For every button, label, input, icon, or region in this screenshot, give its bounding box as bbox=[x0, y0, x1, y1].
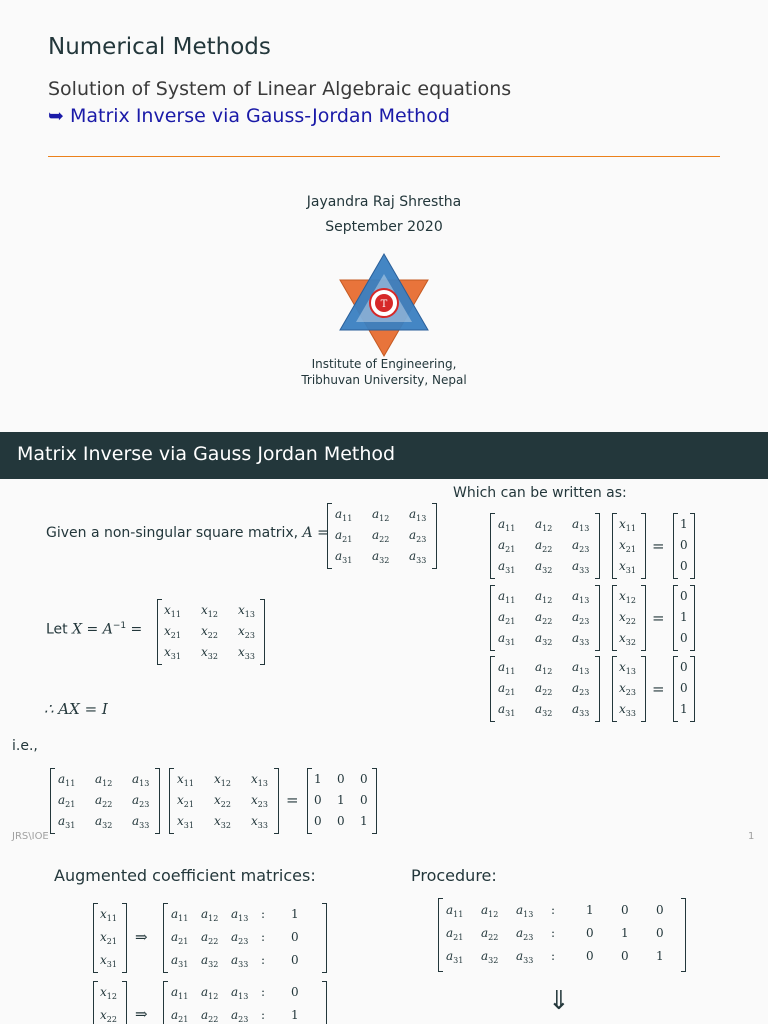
presentation-subtitle: Solution of System of Linear Algebraic equations bbox=[48, 78, 512, 100]
augmented-matrix-cell: $a_{22}$ bbox=[201, 930, 219, 946]
augmented-matrix-cell: 0 bbox=[291, 985, 299, 999]
procedure-matrix-cell: : bbox=[551, 903, 556, 917]
equals-sign: = bbox=[286, 791, 299, 809]
augmented-matrix-cell: $a_{22}$ bbox=[201, 1008, 219, 1024]
column-equation-3-a bbox=[490, 656, 600, 722]
let-text bbox=[46, 621, 142, 638]
column-equation-a-cell: $a_{31}$ bbox=[498, 702, 516, 718]
augmented-matrix-cell: $a_{12}$ bbox=[201, 985, 219, 1001]
augmented-x-cell: $x_{31}$ bbox=[100, 953, 117, 969]
augmented-matrix-cell: $a_{12}$ bbox=[201, 907, 219, 923]
augmented-2-matrix bbox=[163, 981, 327, 1024]
procedure-matrix-cell: $a_{12}$ bbox=[481, 903, 499, 919]
augmented-matrix-cell: : bbox=[261, 1008, 266, 1022]
matrix-a-cell: $a_{21}$ bbox=[335, 528, 353, 544]
column-equation-a-cell: $a_{31}$ bbox=[498, 631, 516, 647]
procedure-matrix-cell: $a_{21}$ bbox=[446, 926, 464, 942]
column-equation-2-e bbox=[673, 585, 695, 651]
augmented-1-matrix bbox=[163, 903, 327, 973]
product-matrix-a-cell: $a_{22}$ bbox=[95, 793, 113, 809]
tribhuvan-university-logo bbox=[338, 252, 430, 358]
augmented-matrix-cell: 1 bbox=[291, 907, 299, 921]
augmented-2-x-vector bbox=[93, 981, 127, 1024]
column-equation-e-cell: 0 bbox=[680, 660, 688, 674]
augmented-x-cell: $x_{21}$ bbox=[100, 930, 117, 946]
presentation-date: September 2020 bbox=[325, 219, 443, 235]
column-equation-e-cell: 1 bbox=[680, 610, 688, 624]
product-matrix-a-cell: $a_{33}$ bbox=[132, 814, 150, 830]
column-equation-x-cell: $x_{21}$ bbox=[619, 538, 636, 554]
column-equation-x-cell: $x_{31}$ bbox=[619, 559, 636, 575]
matrix-a-cell: $a_{22}$ bbox=[372, 528, 390, 544]
procedure-matrix-cell: 0 bbox=[656, 926, 664, 940]
product-matrix-a bbox=[50, 768, 160, 834]
product-matrix-x-cell: $x_{23}$ bbox=[251, 793, 268, 809]
augmented-matrix-cell: : bbox=[261, 953, 266, 967]
matrix-x-cell: $x_{21}$ bbox=[164, 624, 181, 640]
augmented-matrix-cell: $a_{13}$ bbox=[231, 907, 249, 923]
presentation-title: Numerical Methods bbox=[48, 34, 271, 60]
column-equation-a-cell: $a_{32}$ bbox=[535, 559, 553, 575]
product-matrix-a-cell: $a_{12}$ bbox=[95, 772, 113, 788]
column-equation-a-cell: $a_{23}$ bbox=[572, 610, 590, 626]
column-equation-a-cell: $a_{33}$ bbox=[572, 631, 590, 647]
procedure-matrix-cell: $a_{13}$ bbox=[516, 903, 534, 919]
let-label: Let bbox=[46, 621, 68, 638]
written-as-text: Which can be written as: bbox=[453, 485, 627, 501]
procedure-matrix-cell: $a_{32}$ bbox=[481, 949, 499, 965]
identity-matrix-cell: 0 bbox=[337, 772, 345, 786]
column-equation-a-cell: $a_{13}$ bbox=[572, 517, 590, 533]
matrix-a-cell: $a_{33}$ bbox=[409, 549, 427, 565]
column-equation-a-cell: $a_{23}$ bbox=[572, 681, 590, 697]
procedure-matrix-cell: 0 bbox=[586, 949, 594, 963]
product-matrix-x-cell: $x_{11}$ bbox=[177, 772, 194, 788]
product-matrix-x-cell: $x_{21}$ bbox=[177, 793, 194, 809]
augmented-2-implies: ⇒ bbox=[135, 1005, 148, 1023]
column-equation-1-e bbox=[673, 513, 695, 579]
column-equation-a-cell: $a_{32}$ bbox=[535, 702, 553, 718]
column-equation-a-cell: $a_{33}$ bbox=[572, 559, 590, 575]
column-equation-1-x bbox=[612, 513, 646, 579]
procedure-matrix-cell: 0 bbox=[621, 903, 629, 917]
augmented-matrix-cell: $a_{31}$ bbox=[171, 953, 189, 969]
let-sup: −1 bbox=[112, 621, 127, 631]
augmented-matrix-cell: 1 bbox=[291, 1008, 299, 1022]
augmented-matrix-cell: $a_{23}$ bbox=[231, 1008, 249, 1024]
author-name: Jayandra Raj Shrestha bbox=[306, 194, 462, 210]
matrix-x-cell: $x_{31}$ bbox=[164, 645, 181, 661]
column-equation-a-cell: $a_{22}$ bbox=[535, 538, 553, 554]
column-equation-x-cell: $x_{12}$ bbox=[619, 589, 636, 605]
identity-matrix-cell: 1 bbox=[314, 772, 322, 786]
matrix-a-cell: $a_{32}$ bbox=[372, 549, 390, 565]
augmented-matrix-cell: $a_{21}$ bbox=[171, 1008, 189, 1024]
product-matrix-x-cell: $x_{12}$ bbox=[214, 772, 231, 788]
augmented-matrix-cell: $a_{21}$ bbox=[171, 930, 189, 946]
matrix-a-cell: $a_{11}$ bbox=[335, 507, 353, 523]
column-equation-a-cell: $a_{12}$ bbox=[535, 517, 553, 533]
column-equation-e-cell: 0 bbox=[680, 559, 688, 573]
column-equation-x-cell: $x_{22}$ bbox=[619, 610, 636, 626]
identity-matrix-cell: 0 bbox=[314, 793, 322, 807]
down-arrow: ⇓ bbox=[548, 986, 570, 1016]
matrix-a-cell: $a_{31}$ bbox=[335, 549, 353, 565]
column-equation-1-equals: = bbox=[652, 537, 665, 555]
column-equation-3-x bbox=[612, 656, 646, 722]
matrix-x-cell: $x_{33}$ bbox=[238, 645, 255, 661]
identity-matrix-cell: 0 bbox=[360, 793, 368, 807]
column-equation-a-cell: $a_{23}$ bbox=[572, 538, 590, 554]
presentation-subsubtitle: ➥ Matrix Inverse via Gauss-Jordan Method bbox=[48, 105, 450, 127]
identity-matrix-cell: 0 bbox=[360, 772, 368, 786]
column-equation-a-cell: $a_{33}$ bbox=[572, 702, 590, 718]
column-equation-x-cell: $x_{13}$ bbox=[619, 660, 636, 676]
procedure-matrix-cell: $a_{11}$ bbox=[446, 903, 464, 919]
given-lhs: A = bbox=[302, 525, 329, 541]
augmented-matrix-cell: $a_{23}$ bbox=[231, 930, 249, 946]
augmented-x-cell: $x_{12}$ bbox=[100, 985, 117, 1001]
column-equation-3-equals: = bbox=[652, 680, 665, 698]
column-equation-x-cell: $x_{33}$ bbox=[619, 702, 636, 718]
product-matrix-x-cell: $x_{13}$ bbox=[251, 772, 268, 788]
column-equation-a-cell: $a_{32}$ bbox=[535, 631, 553, 647]
matrix-x-cell: $x_{23}$ bbox=[238, 624, 255, 640]
procedure-matrix-cell: $a_{33}$ bbox=[516, 949, 534, 965]
frame-title: Matrix Inverse via Gauss Jordan Method bbox=[17, 443, 396, 465]
column-equation-a-cell: $a_{21}$ bbox=[498, 610, 516, 626]
matrix-x-cell: $x_{22}$ bbox=[201, 624, 218, 640]
therefore-equation: ∴ AX = I bbox=[44, 700, 108, 718]
augmented-matrix-cell: $a_{11}$ bbox=[171, 907, 189, 923]
procedure-matrix-cell: : bbox=[551, 949, 556, 963]
column-equation-a-cell: $a_{12}$ bbox=[535, 589, 553, 605]
procedure-matrix-cell: $a_{22}$ bbox=[481, 926, 499, 942]
product-matrix-x-cell: $x_{31}$ bbox=[177, 814, 194, 830]
let-eq: X = A bbox=[72, 621, 113, 638]
column-equation-x-cell: $x_{11}$ bbox=[619, 517, 636, 533]
augmented-label: Augmented coefficient matrices: bbox=[54, 866, 316, 885]
column-equation-a-cell: $a_{11}$ bbox=[498, 660, 516, 676]
svg-text:T: T bbox=[380, 299, 388, 310]
column-equation-3-e bbox=[673, 656, 695, 722]
augmented-matrix-cell: $a_{32}$ bbox=[201, 953, 219, 969]
augmented-matrix-cell: : bbox=[261, 907, 266, 921]
column-equation-a-cell: $a_{21}$ bbox=[498, 681, 516, 697]
matrix-x-cell: $x_{11}$ bbox=[164, 603, 181, 619]
column-equation-a-cell: $a_{31}$ bbox=[498, 559, 516, 575]
product-matrix-a-cell: $a_{11}$ bbox=[58, 772, 76, 788]
let-tail: = bbox=[126, 621, 143, 638]
procedure-matrix-cell: 0 bbox=[621, 949, 629, 963]
column-equation-e-cell: 0 bbox=[680, 589, 688, 603]
augmented-x-cell: $x_{11}$ bbox=[100, 907, 117, 923]
matrix-a-cell: $a_{23}$ bbox=[409, 528, 427, 544]
augmented-x-cell: $x_{22}$ bbox=[100, 1008, 117, 1024]
given-label: Given a non-singular square matrix, bbox=[46, 525, 299, 541]
column-equation-e-cell: 0 bbox=[680, 631, 688, 645]
matrix-a-cell: $a_{12}$ bbox=[372, 507, 390, 523]
column-equation-2-x bbox=[612, 585, 646, 651]
column-equation-1-a bbox=[490, 513, 600, 579]
procedure-matrix-cell: 0 bbox=[586, 926, 594, 940]
procedure-matrix-cell: 1 bbox=[586, 903, 594, 917]
ie-text: i.e., bbox=[12, 738, 38, 754]
identity-matrix-cell: 0 bbox=[337, 814, 345, 828]
column-equation-a-cell: $a_{21}$ bbox=[498, 538, 516, 554]
product-matrix-a-cell: $a_{31}$ bbox=[58, 814, 76, 830]
augmented-1-x-vector bbox=[93, 903, 127, 973]
augmented-1-implies: ⇒ bbox=[135, 928, 148, 946]
matrix-x bbox=[157, 599, 265, 665]
product-matrix-x-cell: $x_{22}$ bbox=[214, 793, 231, 809]
column-equation-e-cell: 0 bbox=[680, 681, 688, 695]
product-matrix-x bbox=[169, 768, 279, 834]
matrix-x-cell: $x_{13}$ bbox=[238, 603, 255, 619]
product-matrix-x-cell: $x_{33}$ bbox=[251, 814, 268, 830]
column-equation-a-cell: $a_{22}$ bbox=[535, 681, 553, 697]
column-equation-e-cell: 1 bbox=[680, 702, 688, 716]
column-equation-a-cell: $a_{13}$ bbox=[572, 660, 590, 676]
product-matrix-a-cell: $a_{21}$ bbox=[58, 793, 76, 809]
footer-left: JRS\IOE bbox=[12, 831, 49, 842]
procedure-matrix-cell: : bbox=[551, 926, 556, 940]
identity-matrix-cell: 0 bbox=[314, 814, 322, 828]
product-matrix-x-cell: $x_{32}$ bbox=[214, 814, 231, 830]
product-matrix-a-cell: $a_{23}$ bbox=[132, 793, 150, 809]
column-equation-e-cell: 1 bbox=[680, 517, 688, 531]
institute-line-1: Institute of Engineering, bbox=[311, 357, 457, 371]
product-matrix-a-cell: $a_{13}$ bbox=[132, 772, 150, 788]
identity-matrix-cell: 1 bbox=[337, 793, 345, 807]
identity-matrix-cell: 1 bbox=[360, 814, 368, 828]
column-equation-a-cell: $a_{11}$ bbox=[498, 589, 516, 605]
institute-line-2: Tribhuvan University, Nepal bbox=[301, 373, 467, 387]
augmented-matrix-cell: : bbox=[261, 930, 266, 944]
footer-page-number: 1 bbox=[748, 831, 755, 842]
matrix-a-cell: $a_{13}$ bbox=[409, 507, 427, 523]
procedure-matrix bbox=[438, 898, 686, 972]
augmented-matrix-cell: 0 bbox=[291, 930, 299, 944]
matrix-a bbox=[327, 503, 437, 569]
procedure-label: Procedure: bbox=[411, 866, 497, 885]
augmented-matrix-cell: $a_{13}$ bbox=[231, 985, 249, 1001]
column-equation-a-cell: $a_{12}$ bbox=[535, 660, 553, 676]
column-equation-2-a bbox=[490, 585, 600, 651]
product-matrix-a-cell: $a_{32}$ bbox=[95, 814, 113, 830]
augmented-matrix-cell: : bbox=[261, 985, 266, 999]
procedure-matrix-cell: 1 bbox=[621, 926, 629, 940]
matrix-x-cell: $x_{32}$ bbox=[201, 645, 218, 661]
column-equation-a-cell: $a_{11}$ bbox=[498, 517, 516, 533]
procedure-matrix-cell: 1 bbox=[656, 949, 664, 963]
column-equation-a-cell: $a_{22}$ bbox=[535, 610, 553, 626]
column-equation-a-cell: $a_{13}$ bbox=[572, 589, 590, 605]
title-separator-rule bbox=[48, 156, 720, 157]
column-equation-2-equals: = bbox=[652, 609, 665, 627]
column-equation-x-cell: $x_{23}$ bbox=[619, 681, 636, 697]
given-text bbox=[46, 525, 329, 541]
matrix-x-cell: $x_{12}$ bbox=[201, 603, 218, 619]
identity-matrix bbox=[307, 768, 377, 834]
column-equation-e-cell: 0 bbox=[680, 538, 688, 552]
procedure-matrix-cell: $a_{23}$ bbox=[516, 926, 534, 942]
procedure-matrix-cell: $a_{31}$ bbox=[446, 949, 464, 965]
column-equation-x-cell: $x_{32}$ bbox=[619, 631, 636, 647]
augmented-matrix-cell: $a_{11}$ bbox=[171, 985, 189, 1001]
augmented-matrix-cell: 0 bbox=[291, 953, 299, 967]
augmented-matrix-cell: $a_{33}$ bbox=[231, 953, 249, 969]
procedure-matrix-cell: 0 bbox=[656, 903, 664, 917]
